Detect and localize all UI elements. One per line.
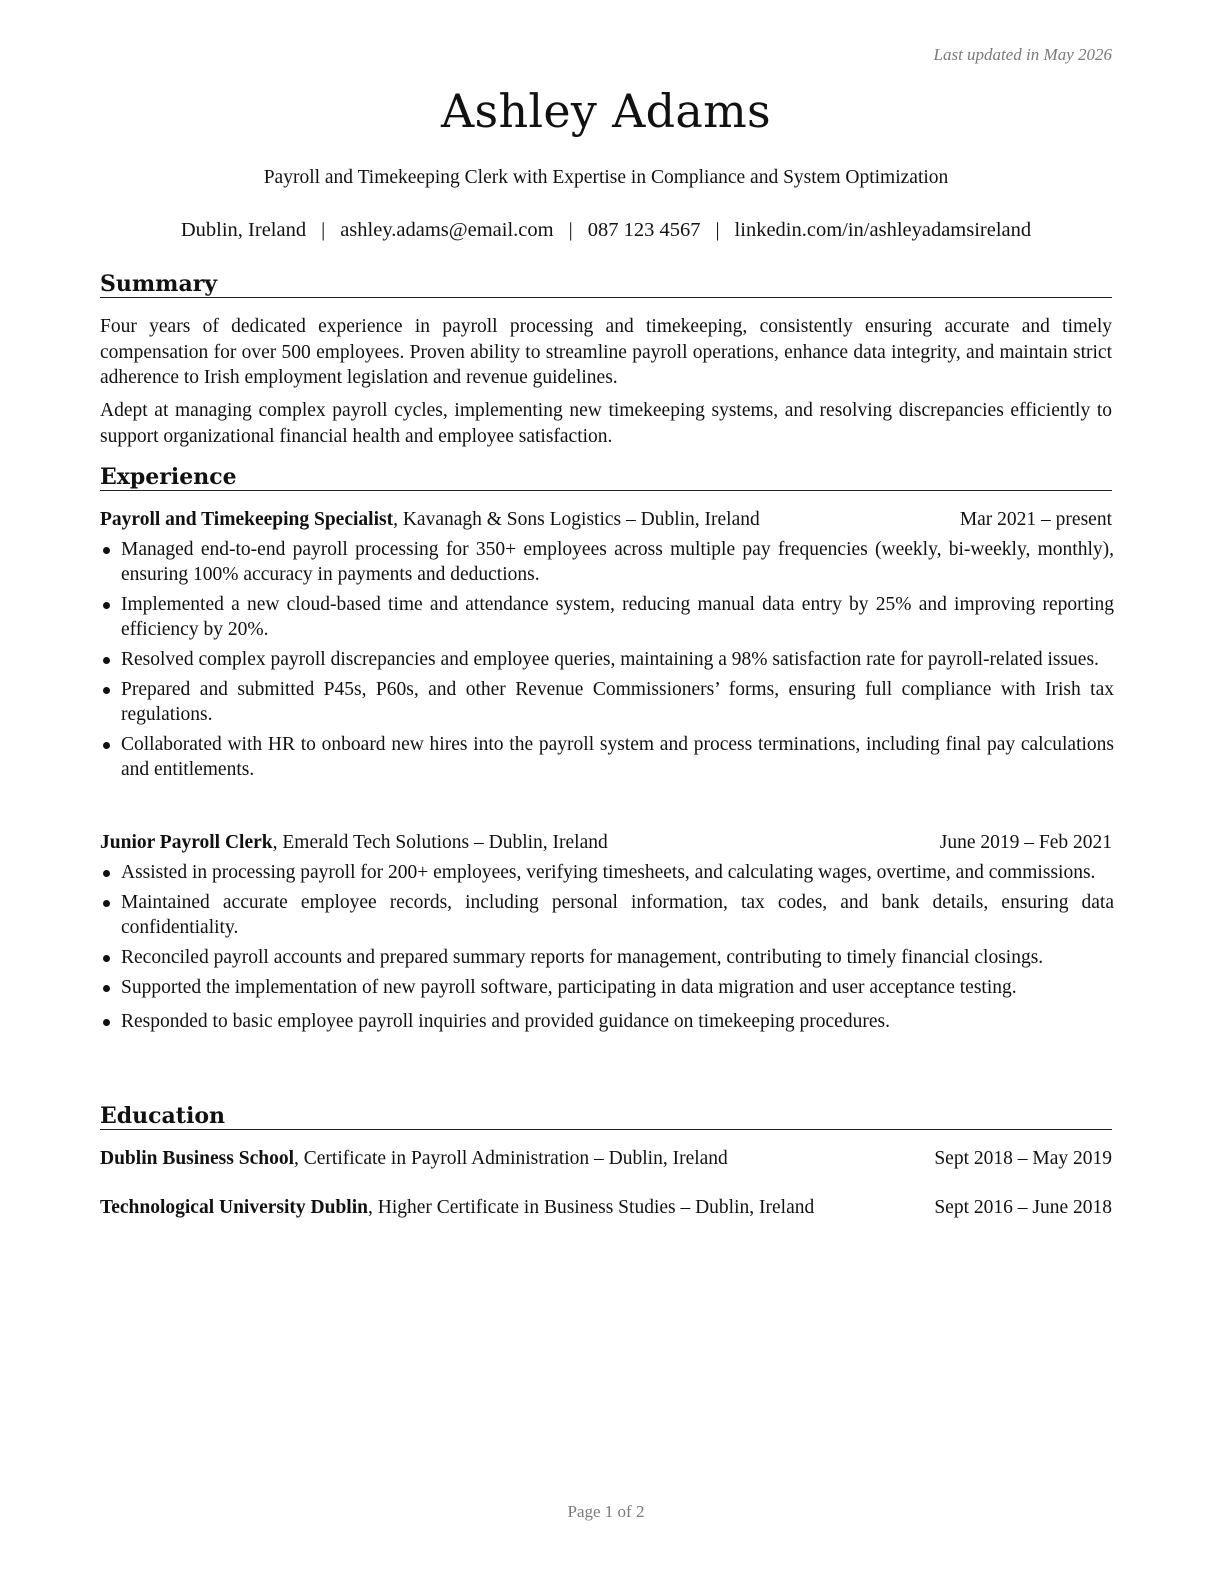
bullet-icon (103, 687, 110, 694)
bullet-text: Reconciled payroll accounts and prepared summary reports for management, contributing to timely financial closings. (121, 947, 1044, 968)
section-title-education: Education (100, 1103, 1112, 1130)
bullet-icon (103, 985, 110, 992)
bullet-icon (103, 955, 110, 962)
bullet-icon (103, 1019, 110, 1026)
job-header (100, 830, 1112, 855)
headline: Payroll and Timekeeping Clerk with Expertise in Compliance and System Optimization (263, 167, 949, 188)
section-title-experience: Experience (100, 464, 1112, 491)
resume-page (100, 0, 1112, 1584)
contact-location: Dublin, Ireland (180, 219, 307, 241)
candidate-name: Ashley Adams (441, 84, 771, 138)
bullet-text: Implemented a new cloud-based time and attendance system, reducing manual data entry by 25% and improving reporting efficiency by 20%. (121, 594, 1114, 640)
bullet-text: Resolved complex payroll discrepancies and employee queries, maintaining a 98% satisfaction rate for payroll-related issues. (121, 649, 1099, 670)
list-item (100, 860, 1114, 885)
job-bullets (100, 537, 1114, 787)
education-school: Dublin Business School (100, 1148, 295, 1169)
summary-paragraph: Adept at managing complex payroll cycles, implementing new timekeeping systems, and resolving discrepancies efficiently to support organizational financial health and employee satisfaction. (100, 400, 1112, 447)
list-item (100, 647, 1114, 672)
education-dates: Sept 2018 – May 2019 (934, 1148, 1112, 1169)
bullet-icon (103, 870, 110, 877)
list-item (100, 945, 1114, 970)
contact-phone: 087 123 4567 (587, 219, 701, 241)
list-item (100, 592, 1114, 642)
bullet-text: Responded to basic employee payroll inquiries and provided guidance on timekeeping procedures. (121, 1011, 890, 1032)
contact-email[interactable]: ashley.adams@email.com (340, 219, 554, 241)
bullet-text: Maintained accurate employee records, including personal information, tax codes, and bank details, ensuring data confidentiality. (121, 892, 1114, 938)
bullet-icon (103, 602, 110, 609)
bullet-icon (103, 547, 110, 554)
list-item (100, 537, 1114, 587)
job-header (100, 507, 1112, 532)
contact-linkedin[interactable]: linkedin.com/in/ashleyadamsireland (734, 219, 1032, 241)
job-org: , Emerald Tech Solutions – Dublin, Ireland (272, 832, 608, 853)
summary-paragraph: Four years of dedicated experience in payroll processing and timekeeping, consistently ensuring accurate and timely compensation for over 500 employees. Proven ability to streamline payroll operations, enhance data integrity, and maintain strict adherence to Irish employment legislation and revenue guidelines. (100, 316, 1112, 388)
list-item (100, 890, 1114, 940)
education-detail: , Higher Certificate in Business Studies – Dublin, Ireland (367, 1197, 815, 1218)
job-dates: June 2019 – Feb 2021 (939, 832, 1112, 853)
list-item (100, 975, 1114, 1000)
job-role: Payroll and Timekeeping Specialist (100, 509, 394, 530)
education-item (100, 1146, 1112, 1171)
list-item (100, 1009, 1114, 1034)
education-dates: Sept 2016 – June 2018 (934, 1197, 1112, 1218)
education-school: Technological University Dublin (100, 1197, 368, 1218)
job-org: , Kavanagh & Sons Logistics – Dublin, Ireland (393, 509, 760, 530)
contact-separator: | (321, 219, 326, 241)
contact-separator: | (715, 219, 720, 241)
last-updated: Last updated in May 2026 (933, 45, 1112, 64)
job-bullets (100, 860, 1114, 1039)
contact-line (100, 219, 1112, 242)
bullet-icon (103, 742, 110, 749)
education-detail: , Certificate in Payroll Administration – Dublin, Ireland (294, 1148, 728, 1169)
list-item (100, 677, 1114, 727)
job-dates: Mar 2021 – present (959, 509, 1112, 530)
education-item (100, 1195, 1112, 1220)
bullet-text: Prepared and submitted P45s, P60s, and other Revenue Commissioners’ forms, ensuring full compliance with Irish tax regulations. (121, 679, 1114, 725)
bullet-icon (103, 657, 110, 664)
bullet-text: Assisted in processing payroll for 200+ employees, verifying timesheets, and calculating wages, overtime, and commissions. (121, 862, 1096, 883)
bullet-text: Managed end-to-end payroll processing for 350+ employees across multiple pay frequencies (weekly, bi-weekly, monthly), ensuring 100% accuracy in payments and deductions. (121, 539, 1114, 585)
list-item (100, 732, 1114, 782)
job-role: Junior Payroll Clerk (100, 832, 273, 853)
bullet-icon (103, 900, 110, 907)
contact-separator: | (568, 219, 573, 241)
section-title-summary: Summary (100, 271, 1112, 298)
page-number: Page 1 of 2 (567, 1502, 645, 1521)
bullet-text: Collaborated with HR to onboard new hires into the payroll system and process terminations, including final pay calculations and entitlements. (121, 734, 1114, 780)
bullet-text: Supported the implementation of new payroll software, participating in data migration and user acceptance testing. (121, 977, 1017, 998)
